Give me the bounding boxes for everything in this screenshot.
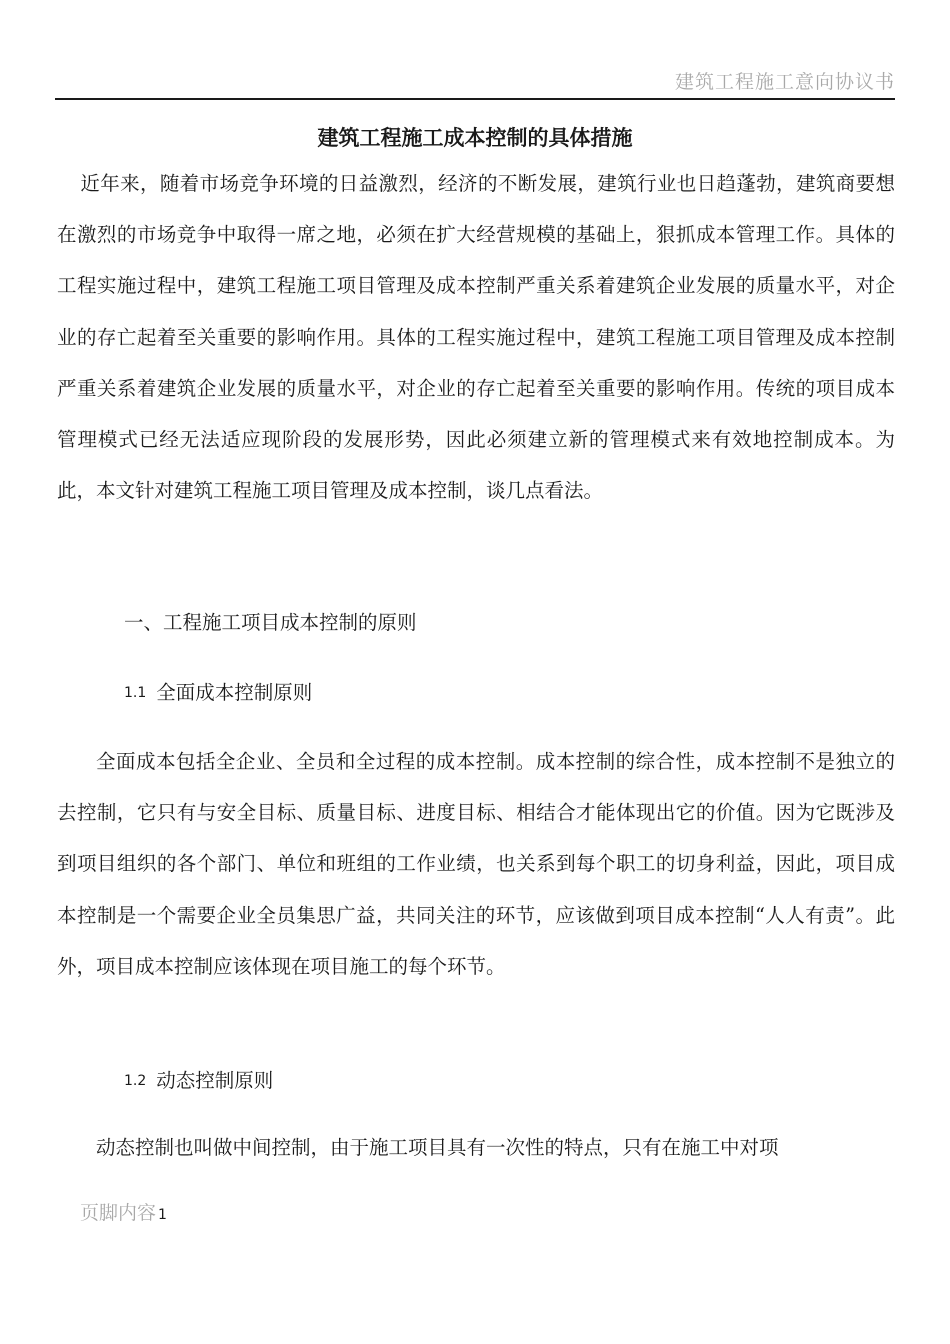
subsection-number: 1.1 — [124, 685, 147, 701]
subsection-title: 全面成本控制原则 — [156, 681, 313, 704]
section-heading-1: 一、工程施工项目成本控制的原则 — [124, 611, 417, 634]
subsection-heading-1-1 — [124, 678, 312, 708]
subsection-1-1-paragraph: 全面成本包括全企业、全员和全过程的成本控制。成本控制的综合性，成本控制不是独立的去控制，它只有与安全目标、质量目标、进度目标、相结合才能体现出它的价值。因为它既涉及到项目组织的各个部门、单位和班组的工作业绩，也关系到每个职工的切身利益，因此，项目成本控制是一个需要企业全员集思广益，共同关注的环节，应该做到项目成本控制“人人有责”。此外，项目成本控制应该体现在项目施工的每个环节。 — [57, 750, 895, 978]
subsection-heading-1-2 — [124, 1066, 273, 1096]
subsection-1-2-paragraph: 动态控制也叫做中间控制，由于施工项目具有一次性的特点，只有在施工中对项 — [96, 1136, 779, 1159]
footer-label: 页脚内容 — [80, 1202, 157, 1224]
header-title: 建筑工程施工意向协议书 — [674, 71, 895, 93]
intro-paragraph: 近年来，随着市场竞争环境的日益激烈，经济的不断发展，建筑行业也日趋蓬勃，建筑商要想在激烈的市场竞争中取得一席之地，必须在扩大经营规模的基础上，狠抓成本管理工作。具体的工程实施过程中，建筑工程施工项目管理及成本控制严重关系着建筑企业发展的质量水平，对企业的存亡起着至关重要的影响作用。具体的工程实施过程中，建筑工程施工项目管理及成本控制严重关系着建筑企业发展的质量水平，对企业的存亡起着至关重要的影响作用。传统的项目成本管理模式已经无法适应现阶段的发展形势，因此必须建立新的管理模式来有效地控制成本。为此，本文针对建筑工程施工项目管理及成本控制，谈几点看法。 — [57, 172, 895, 503]
page-footer — [80, 1198, 167, 1225]
page-number: 1 — [158, 1207, 167, 1223]
subsection-title: 动态控制原则 — [156, 1069, 274, 1092]
subsection-number: 1.2 — [124, 1073, 147, 1089]
page-header — [55, 64, 895, 100]
document-title: 建筑工程施工成本控制的具体措施 — [317, 125, 633, 150]
